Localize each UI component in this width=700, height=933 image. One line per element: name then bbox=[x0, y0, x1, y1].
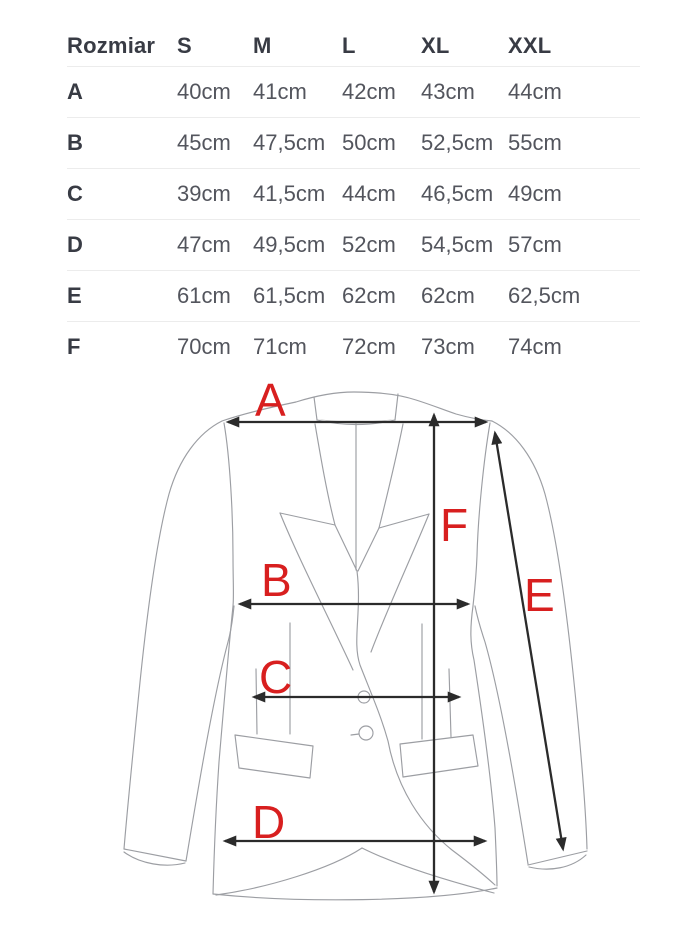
cell-value: 62cm bbox=[421, 283, 475, 308]
label-d: D bbox=[252, 796, 286, 848]
col-header-m: M bbox=[253, 33, 272, 58]
cell-value: 62cm bbox=[342, 283, 396, 308]
cell-value: 70cm bbox=[177, 334, 231, 359]
cell-value: 43cm bbox=[421, 79, 475, 104]
jacket-outline bbox=[124, 392, 587, 900]
cell-value: 50cm bbox=[342, 130, 396, 155]
cell-value: 73cm bbox=[421, 334, 475, 359]
peak-lapel-left-top bbox=[280, 513, 335, 525]
hem-right-panel-curve bbox=[362, 848, 494, 893]
col-header-xxl: XXL bbox=[508, 33, 552, 58]
arrow-e-sleeve-length bbox=[495, 433, 563, 849]
cell-value: 52,5cm bbox=[421, 130, 494, 155]
lapel-gorge-left bbox=[335, 525, 357, 571]
front-overlap-edge bbox=[357, 571, 495, 885]
lapel-roll-left bbox=[315, 424, 335, 525]
cell-value: 55cm bbox=[508, 130, 562, 155]
right-panel-seam bbox=[449, 669, 451, 737]
right-pocket-flap bbox=[400, 735, 478, 777]
row-label: F bbox=[67, 334, 81, 359]
cell-value: 74cm bbox=[508, 334, 562, 359]
left-body-seam bbox=[213, 423, 233, 894]
hem-left-panel-curve bbox=[216, 848, 362, 895]
left-cuff-top bbox=[124, 849, 186, 861]
cell-value: 61cm bbox=[177, 283, 231, 308]
cell-value: 45cm bbox=[177, 130, 231, 155]
left-panel-seam bbox=[256, 669, 257, 734]
label-f: F bbox=[440, 499, 469, 551]
left-pocket-flap bbox=[235, 735, 313, 778]
right-cuff-top bbox=[528, 851, 587, 865]
lapel-gorge-right bbox=[358, 528, 379, 571]
cell-value: 46,5cm bbox=[421, 181, 494, 206]
cell-value: 41,5cm bbox=[253, 181, 326, 206]
cell-value: 57cm bbox=[508, 232, 562, 257]
left-sleeve-outer bbox=[124, 421, 222, 849]
label-e: E bbox=[524, 569, 555, 621]
row-label: B bbox=[67, 130, 83, 155]
row-label: C bbox=[67, 181, 83, 206]
collar-left-edge bbox=[314, 397, 317, 420]
button-bottom bbox=[359, 726, 373, 740]
cell-value: 49cm bbox=[508, 181, 562, 206]
row-label: D bbox=[67, 232, 83, 257]
peak-lapel-right-top bbox=[379, 514, 429, 528]
left-sleeve-inner bbox=[186, 606, 234, 861]
cell-value: 39cm bbox=[177, 181, 231, 206]
cell-value: 71cm bbox=[253, 334, 307, 359]
cell-value: 52cm bbox=[342, 232, 396, 257]
cell-value: 62,5cm bbox=[508, 283, 581, 308]
hem-bottom bbox=[213, 888, 497, 900]
buttonhole-mark bbox=[351, 734, 359, 735]
peak-lapel-right-edge bbox=[371, 514, 429, 652]
cell-value: 61,5cm bbox=[253, 283, 326, 308]
lapel-roll-right bbox=[379, 424, 403, 528]
right-cuff-bottom bbox=[529, 855, 586, 869]
cell-value: 40cm bbox=[177, 79, 231, 104]
cell-value: 42cm bbox=[342, 79, 396, 104]
row-label: A bbox=[67, 79, 83, 104]
col-header-s: S bbox=[177, 33, 192, 58]
row-label: E bbox=[67, 283, 82, 308]
label-a: A bbox=[255, 374, 286, 426]
cell-value: 44cm bbox=[342, 181, 396, 206]
label-c: C bbox=[259, 651, 293, 703]
col-header-l: L bbox=[342, 33, 356, 58]
cell-value: 47cm bbox=[177, 232, 231, 257]
cell-value: 44cm bbox=[508, 79, 562, 104]
cell-value: 47,5cm bbox=[253, 130, 326, 155]
cell-value: 41cm bbox=[253, 79, 307, 104]
right-sleeve-inner bbox=[475, 606, 528, 864]
right-sleeve-outer bbox=[492, 421, 587, 849]
cell-value: 54,5cm bbox=[421, 232, 494, 257]
size-column-title: Rozmiar bbox=[67, 33, 156, 58]
right-body-seam bbox=[471, 423, 497, 886]
col-header-xl: XL bbox=[421, 33, 450, 58]
cell-value: 49,5cm bbox=[253, 232, 326, 257]
collar-right-edge bbox=[395, 394, 398, 420]
cell-value: 72cm bbox=[342, 334, 396, 359]
label-b: B bbox=[261, 554, 292, 606]
